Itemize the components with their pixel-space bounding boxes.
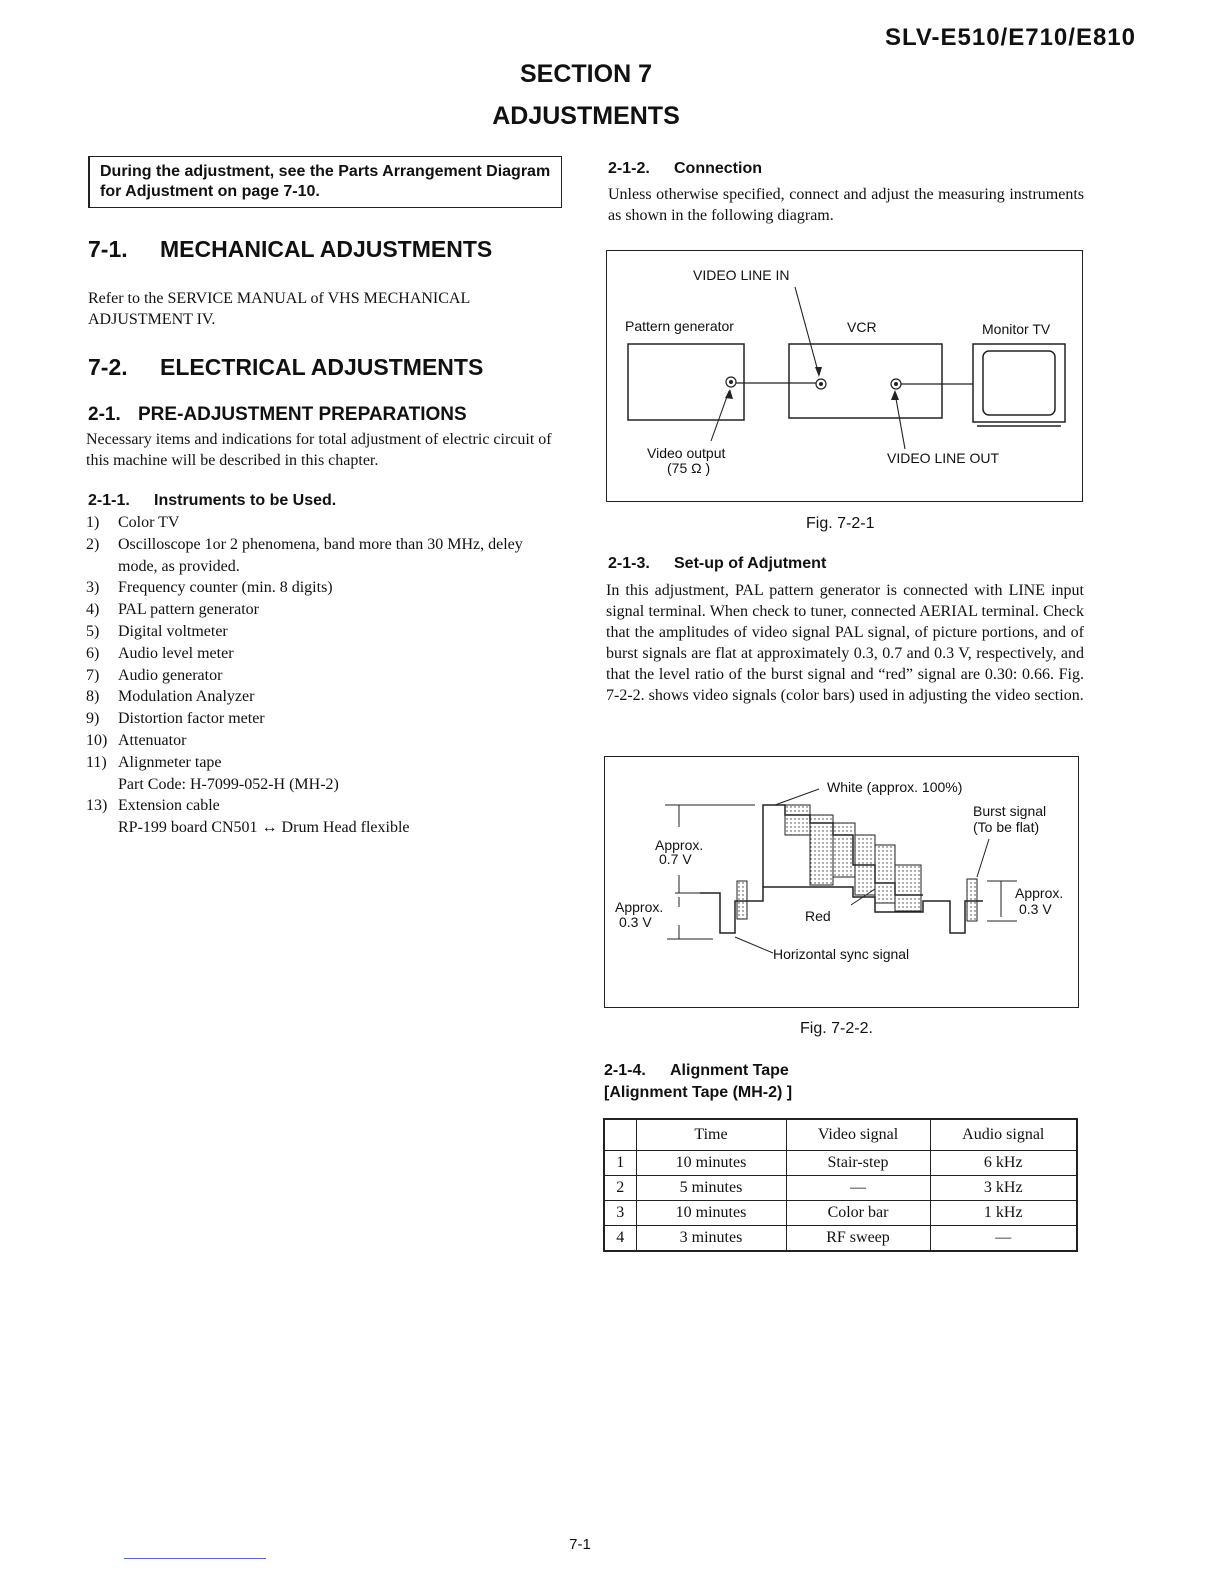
list-item: RP-199 board CN501 ↔ Drum Head flexible — [118, 819, 410, 837]
heading-title: MECHANICAL ADJUSTMENTS — [160, 236, 493, 262]
table-cell: 3 — [604, 1201, 636, 1226]
table-cell: — — [786, 1176, 930, 1201]
table-row — [604, 1176, 1077, 1201]
connection-diagram — [606, 250, 1083, 502]
table-cell: 1 — [604, 1151, 636, 1176]
table-row — [604, 1151, 1077, 1176]
list-item: 5) Digital voltmeter — [86, 622, 228, 640]
label-burst-signal: Burst signal — [973, 803, 1047, 819]
table-cell: Color bar — [786, 1201, 930, 1226]
heading-preadjustment — [88, 404, 467, 426]
list-item: 6) Audio level meter — [86, 644, 234, 662]
heading-title: Instruments to be Used. — [154, 492, 337, 509]
label-03v-left: 0.3 V — [619, 914, 652, 930]
figure-caption-2: Fig. 7-2-2. — [800, 1020, 873, 1037]
heading-mechanical — [88, 236, 492, 263]
color-bar-diagram — [604, 756, 1079, 1008]
section-number: SECTION 7 — [520, 60, 652, 88]
label-ohms: (75 Ω ) — [667, 460, 711, 476]
table-row — [604, 1226, 1077, 1252]
table-cell: 5 minutes — [636, 1176, 786, 1201]
model-header: SLV-E510/E710/E810 — [884, 24, 1136, 51]
label-approx-03-left: Approx. — [615, 899, 664, 915]
label-03v-right: 0.3 V — [1019, 901, 1052, 917]
figure-caption-1: Fig. 7-2-1 — [806, 515, 875, 532]
footer-rule — [124, 1558, 266, 1559]
alignment-tape-table — [603, 1118, 1078, 1252]
table-cell: 10 minutes — [636, 1201, 786, 1226]
table-cell: 3 kHz — [930, 1176, 1077, 1201]
heading-number: 2-1-3. — [608, 555, 650, 572]
heading-number: 2-1. — [88, 404, 121, 425]
table-cell: 1 kHz — [930, 1201, 1077, 1226]
note-box — [88, 156, 562, 208]
list-item: Part Code: H-7099-052-H (MH-2) — [118, 775, 339, 793]
alignment-tape-subtitle: [Alignment Tape (MH-2) ] — [604, 1084, 793, 1101]
label-07v: 0.7 V — [659, 851, 692, 867]
table-cell: 2 — [604, 1176, 636, 1201]
heading-connection — [608, 160, 762, 178]
label-video-output: Video output — [647, 445, 726, 461]
table-cell: — — [930, 1226, 1077, 1252]
heading-title: Set-up of Adjutment — [674, 555, 827, 572]
heading-title: Alignment Tape — [670, 1062, 789, 1079]
label-approx-03-right: Approx. — [1015, 885, 1064, 901]
list-item: 10) Attenuator — [86, 731, 187, 749]
setup-text: In this adjustment, PAL pattern generator is connected with LINE input signal terminal. When check to tuner, connected AERIAL terminal. Check that the amplitudes of video signal PAL signal, of picture portions, and of burst signals are flat at approximately 0.3, 0.7 and 0.3 V, respectively, and that the level ratio of the burst signal and “red” signal are 0.30: 0.66. Fig. 7-2-2. shows video signals (color bars) used in adjusting the video section. — [606, 582, 1084, 704]
label-approx-07: Approx. — [655, 837, 704, 853]
label-video-line-in: VIDEO LINE IN — [693, 267, 790, 283]
instrument-list — [86, 512, 566, 839]
section-title: ADJUSTMENTS — [492, 102, 680, 130]
list-item: 2) Oscilloscope 1or 2 phenomena, band more than 30 MHz, deley mode, as provided. — [86, 535, 523, 575]
list-item: 13) Extension cable — [86, 797, 220, 815]
table-row — [604, 1201, 1077, 1226]
heading-title: PRE-ADJUSTMENT PREPARATIONS — [138, 404, 467, 425]
table-cell: 6 kHz — [930, 1151, 1077, 1176]
list-item: 11) Alignmeter tape — [86, 753, 222, 771]
label-white: White (approx. 100%) — [827, 779, 963, 795]
list-item: 9) Distortion factor meter — [86, 710, 265, 728]
table-header — [604, 1119, 636, 1151]
label-horizontal-sync: Horizontal sync signal — [773, 946, 910, 962]
preadjustment-text: Necessary items and indications for total adjustment of electric circuit of this machine will be described in this chapter. — [86, 431, 552, 469]
heading-number: 7-2. — [88, 354, 128, 380]
table-cell: 3 minutes — [636, 1226, 786, 1252]
heading-title: Connection — [674, 160, 762, 177]
table-cell: Stair-step — [786, 1151, 930, 1176]
heading-instruments — [88, 492, 336, 510]
heading-number: 7-1. — [88, 236, 128, 262]
list-item: 3) Frequency counter (min. 8 digits) — [86, 579, 333, 597]
table-header-row — [604, 1119, 1077, 1151]
label-pattern-generator: Pattern generator — [625, 318, 734, 334]
heading-title: ELECTRICAL ADJUSTMENTS — [160, 354, 484, 380]
heading-number: 2-1-4. — [604, 1062, 646, 1079]
connection-text: Unless otherwise specified, connect and adjust the measuring instruments as shown in the following diagram. — [608, 186, 1084, 224]
table-cell: RF sweep — [786, 1226, 930, 1252]
list-item: 1) Color TV — [86, 514, 180, 531]
table-cell: 10 minutes — [636, 1151, 786, 1176]
heading-setup — [608, 555, 826, 573]
heading-number: 2-1-2. — [608, 160, 650, 177]
heading-electrical — [88, 354, 483, 381]
heading-alignment-tape — [604, 1062, 789, 1080]
table-header: Audio signal — [930, 1119, 1077, 1151]
list-item: 7) Audio generator — [86, 666, 223, 684]
label-video-line-out: VIDEO LINE OUT — [887, 450, 1000, 466]
page-number: 7-1 — [569, 1536, 591, 1553]
table-cell: 4 — [604, 1226, 636, 1252]
mechanical-text: Refer to the SERVICE MANUAL of VHS MECHANICAL ADJUSTMENT IV. — [88, 290, 470, 328]
label-to-be-flat: (To be flat) — [973, 819, 1040, 835]
label-vcr: VCR — [847, 319, 877, 335]
table-header: Time — [636, 1119, 786, 1151]
label-monitor-tv: Monitor TV — [982, 321, 1051, 337]
note-text: During the adjustment, see the Parts Arrangement Diagram for Adjustment on page 7-10. — [100, 163, 551, 200]
label-red: Red — [805, 908, 831, 924]
list-item: 4) PAL pattern generator — [86, 601, 259, 619]
heading-number: 2-1-1. — [88, 492, 130, 509]
table-header: Video signal — [786, 1119, 930, 1151]
list-item: 8) Modulation Analyzer — [86, 688, 255, 706]
